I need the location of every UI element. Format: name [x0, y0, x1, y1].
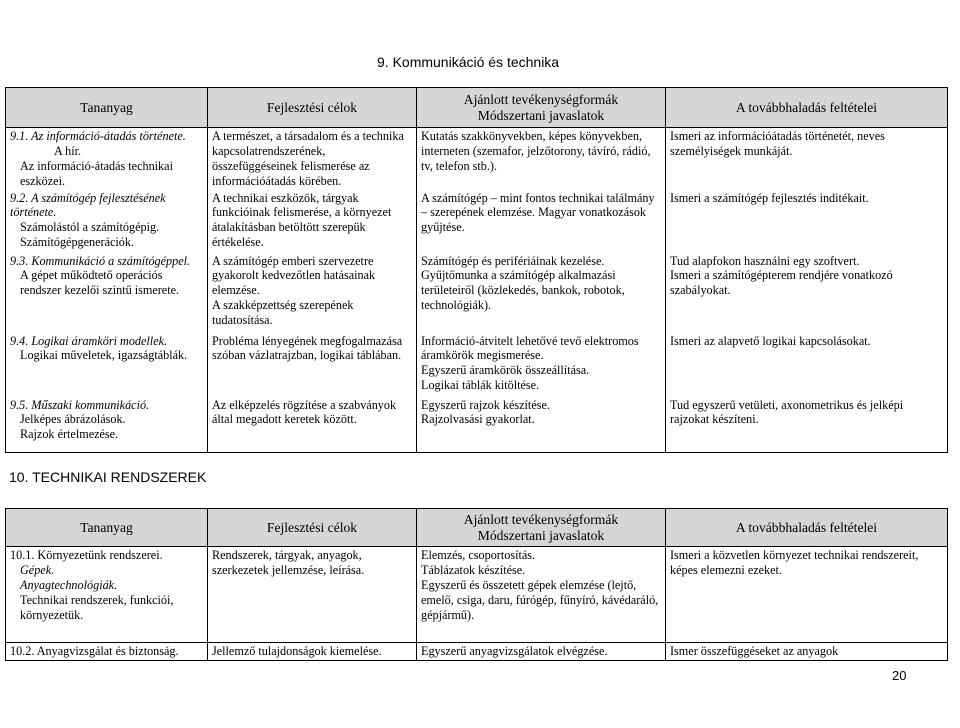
cell-tananyag [6, 547, 208, 643]
topic-heading: 9.1. Az információ-átadás története. [10, 129, 186, 143]
header-tananyag: Tananyag [6, 509, 208, 547]
topic-subitem: Jelképes ábrázolások. [20, 412, 126, 427]
cell-ajanlott [417, 333, 666, 397]
header-tananyag: Tananyag [6, 88, 208, 128]
header-fejlesztesi-celok: Fejlesztési célok [208, 88, 417, 128]
cell-fejlesztesi: A természet, a társadalom és a technika kapcsolatrendszerének, összefüggéseinek felismerése az információátadás körében. [208, 128, 417, 190]
cell-tovabbhaladas: Ismeri a közvetlen környezet technikai rendszereit, képes elemezni ezeket. [666, 547, 948, 643]
topic-subitem: Számítógépgenerációk. [20, 235, 135, 250]
topic-subitem: Számolástól a számítógépig. [20, 220, 160, 235]
activity-text: Egyszerű és összetett gépek elemzése (lejtő, emelő, csiga, daru, fúrógép, fűnyíró, kávédaráló, gépjármű). [421, 577, 659, 622]
activity-text: Gyűjtőmunka a számítógép alkalmazási területeiről (közlekedés, bankok, robotok, technológiák). [421, 268, 625, 313]
section-9-table [5, 87, 948, 453]
header-tovabbhaladas: A továbbhaladás feltételei [666, 509, 948, 547]
header-ajanlott-line1: Ajánlott tevékenységformák [463, 91, 619, 107]
activity-text: Táblázatok készítése. [421, 562, 526, 577]
header-ajanlott-line2: Módszertani javaslatok [477, 527, 605, 543]
table-row [6, 190, 948, 253]
topic-subitem: Technikai rendszerek, funkciói, környezetük. [20, 592, 174, 622]
cell-tovabbhaladas: Ismeri a számítógép fejlesztés inditékait. [666, 190, 948, 253]
header-tovabbhaladas: A továbbhaladás feltételei [666, 88, 948, 128]
cell-tananyag [6, 128, 208, 190]
cell-tananyag [6, 253, 208, 333]
section-9-title: 9. Kommunikáció és technika [377, 54, 560, 70]
cell-fejlesztesi: Rendszerek, tárgyak, anyagok, szerkezetek jellemzése, leírása. [208, 547, 417, 643]
topic-subitem: A gépet működtető operációs rendszer kezelői szintű ismerete. [20, 268, 180, 298]
cell-tananyag [6, 190, 208, 253]
topic-heading: 9.5. Műszaki kommunikáció. [10, 397, 150, 412]
section-10-title: 10. TECHNIKAI RENDSZEREK [9, 469, 207, 485]
activity-text: Elemzés, csoportosítás. [421, 548, 536, 562]
goal-text: A számítógép emberi szervezetre gyakorolt kedvezőtlen hatásainak elemzése. [212, 253, 376, 298]
topic-subitem: Logikai műveletek, igazságtáblák. [20, 348, 188, 363]
cell-ajanlott: A számítógép – mint fontos technikai találmány – szerepének elemzése. Magyar vonatkozások gyűjtése. [417, 190, 666, 253]
header-ajanlott-line2: Módszertani javaslatok [477, 107, 605, 123]
topic-heading: 9.3. Kommunikáció a számítógéppel. [10, 253, 191, 268]
cell-tovabbhaladas: Ismer összefüggéseket az anyagok [666, 643, 948, 661]
cell-fejlesztesi: Az elképzelés rögzítése a szabványok által megadott keretek között. [208, 397, 417, 453]
header-ajanlott [417, 509, 666, 547]
activity-text: Egyszerű áramkörök összeállítása. [421, 363, 590, 378]
cell-tananyag [6, 397, 208, 453]
topic-subitem: Az információ-átadás technikai eszközei. [20, 158, 173, 188]
cell-fejlesztesi: Jellemző tulajdonságok kiemelése. [208, 643, 417, 661]
header-fejlesztesi-celok: Fejlesztési célok [208, 509, 417, 547]
topic-subitem: A hír. [54, 143, 82, 158]
header-ajanlott [417, 88, 666, 128]
section-10-table [5, 508, 948, 661]
topic-heading: 9.2. A számítógép fejlesztésének története. [10, 190, 166, 220]
requirement-text: Tud alapfokon használni egy szoftvert. [670, 253, 860, 268]
cell-ajanlott: Kutatás szakkönyvekben, képes könyvekben, interneten (szemafor, jelzőtorony, távíró, rádió, tv, telefon stb.). [417, 128, 666, 190]
goal-text: A szakképzettség szerepének tudatosítása. [212, 298, 354, 327]
cell-fejlesztesi: Probléma lényegének megfogalmazása szóban vázlatrajzban, logikai táblában. [208, 333, 417, 397]
cell-ajanlott [417, 253, 666, 333]
cell-ajanlott [417, 397, 666, 453]
page-number: 20 [892, 668, 907, 683]
table-row [6, 128, 948, 190]
table-row [6, 253, 948, 333]
cell-fejlesztesi: A technikai eszközök, tárgyak funkcióinak felismerése, a környezet átalakításban betöltött szerepük értékelése. [208, 190, 417, 253]
cell-tananyag [6, 333, 208, 397]
table-row [6, 397, 948, 453]
topic-subitem: Rajzok értelmezése. [20, 427, 119, 442]
topic-subitem: Gépek. [20, 562, 55, 577]
activity-text: Információ-átvitelt lehetővé tevő elektromos áramkörök megismerése. [421, 333, 639, 363]
table-row [6, 643, 948, 661]
activity-text: Logikai táblák kitöltése. [421, 378, 540, 393]
cell-tovabbhaladas: Ismeri az információátadás történetét, neves személyiségek munkáját. [666, 128, 948, 190]
cell-tovabbhaladas: Ismeri az alapvető logikai kapcsolásokat. [666, 333, 948, 397]
activity-text: Rajzolvasási gyakorlat. [421, 412, 535, 427]
cell-ajanlott: Egyszerű anyagvizsgálatok elvégzése. [417, 643, 666, 661]
requirement-text: Ismeri a számítógépterem rendjére vonatkozó szabályokat. [670, 268, 893, 298]
cell-fejlesztesi [208, 253, 417, 333]
cell-tovabbhaladas: Tud egyszerű vetületi, axonometrikus és jelképi rajzokat készíteni. [666, 397, 948, 453]
table-row [6, 547, 948, 643]
activity-text: Egyszerű rajzok készítése. [421, 397, 550, 412]
topic-heading: 9.4. Logikai áramköri modellek. [10, 333, 168, 348]
topic-heading: 10.1. Környezetünk rendszerei. [10, 548, 163, 562]
cell-tananyag: 10.2. Anyagvizsgálat és biztonság. [6, 643, 208, 661]
cell-tovabbhaladas [666, 253, 948, 333]
topic-subitem: Anyagtechnológiák. [20, 577, 118, 592]
activity-text: Számítógép és perifériáinak kezelése. [421, 253, 605, 268]
header-ajanlott-line1: Ajánlott tevékenységformák [463, 511, 619, 527]
cell-ajanlott [417, 547, 666, 643]
table-row [6, 333, 948, 397]
